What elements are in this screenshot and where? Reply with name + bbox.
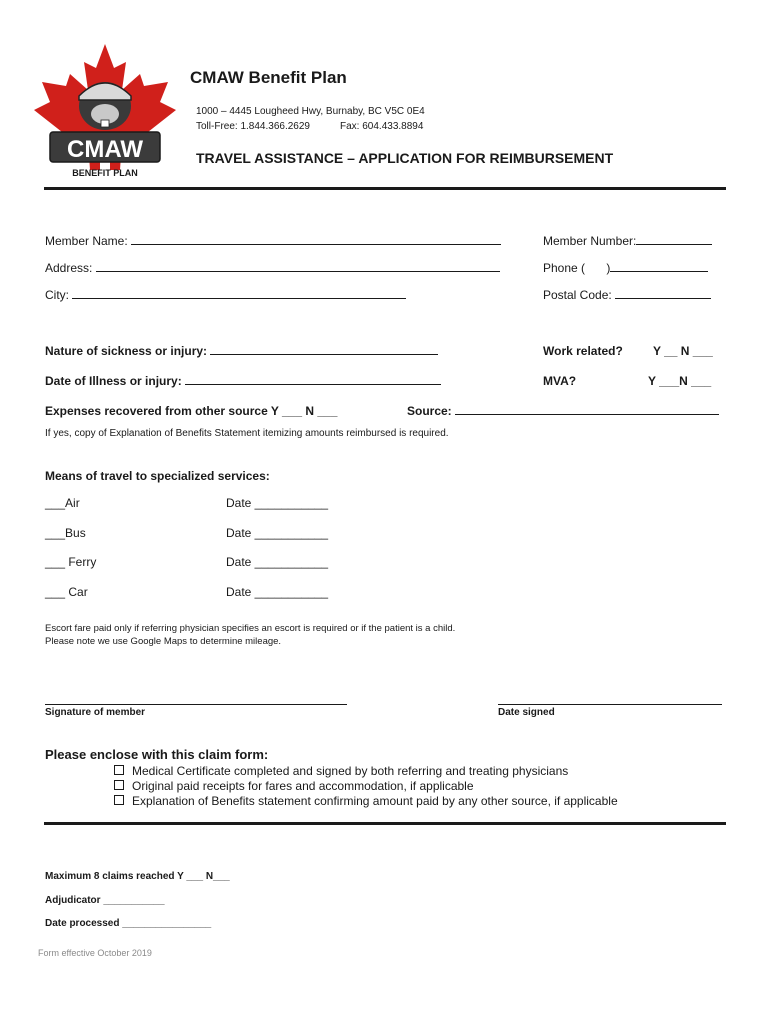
phone-paren: )	[606, 261, 611, 275]
org-title: CMAW Benefit Plan	[190, 68, 347, 87]
enclose-item	[114, 764, 568, 778]
max-claims-yn[interactable]: Maximum 8 claims reached Y ___ N___	[45, 871, 230, 882]
travel-car-date[interactable]: Date ___________	[226, 585, 329, 599]
enclose-item	[114, 779, 474, 793]
nature-field[interactable]	[45, 344, 438, 358]
travel-bus-date[interactable]: Date ___________	[226, 526, 329, 540]
nature-label: Nature of sickness or injury:	[45, 344, 208, 358]
member-number-field[interactable]	[543, 234, 712, 248]
enclose-heading: Please enclose with this claim form:	[45, 747, 269, 762]
travel-car[interactable]: ___ Car	[45, 585, 88, 599]
work-related-label: Work related?	[543, 344, 623, 358]
escort-note: Escort fare paid only if referring physician specifies an escort is required or if the patient is a child.	[45, 623, 456, 634]
form-title: TRAVEL ASSISTANCE – APPLICATION FOR REIMBURSEMENT	[196, 150, 614, 166]
member-number-label: Member Number:	[543, 234, 637, 248]
member-name-line[interactable]	[131, 234, 501, 245]
svg-text:CMAW: CMAW	[67, 136, 143, 163]
travel-bus[interactable]: ___Bus	[45, 526, 86, 540]
source-line[interactable]	[455, 404, 719, 415]
phone-field[interactable]	[543, 261, 708, 275]
date-signed-line[interactable]	[498, 704, 722, 705]
travel-ferry[interactable]: ___ Ferry	[45, 555, 97, 569]
address-label: Address:	[45, 261, 93, 275]
checkbox-icon	[114, 780, 124, 790]
header-divider	[44, 187, 726, 190]
member-name-label: Member Name:	[45, 234, 128, 248]
form-effective-footer: Form effective October 2019	[38, 948, 152, 958]
enclose-item	[114, 794, 618, 808]
mva-yn[interactable]: Y ___N ___	[648, 374, 712, 388]
illness-date-label: Date of Illness or injury:	[45, 374, 182, 388]
work-related-yn[interactable]: Y __ N ___	[653, 344, 713, 358]
eob-note: If yes, copy of Explanation of Benefits Statement itemizing amounts reimbursed is required.	[45, 428, 449, 439]
org-address: 1000 – 4445 Lougheed Hwy, Burnaby, BC V5C 0E4	[196, 106, 425, 117]
signature-line[interactable]	[45, 704, 347, 705]
org-tollfree: Toll-Free: 1.844.366.2629	[196, 121, 310, 132]
city-label: City:	[45, 288, 69, 302]
travel-heading: Means of travel to specialized services:	[45, 469, 270, 483]
mileage-note: Please note we use Google Maps to determine mileage.	[45, 636, 282, 647]
mva-label: MVA?	[543, 374, 577, 388]
member-name-field[interactable]	[45, 234, 501, 248]
checkbox-icon	[114, 795, 124, 805]
svg-text:BENEFIT PLAN: BENEFIT PLAN	[72, 168, 138, 178]
address-field[interactable]	[45, 261, 500, 275]
postal-line[interactable]	[615, 288, 711, 299]
enclose-item-label: Medical Certificate completed and signed by both referring and treating physicians	[132, 764, 569, 778]
travel-air[interactable]: ___Air	[45, 496, 80, 510]
cmaw-logo	[30, 40, 180, 182]
source-label: Source:	[407, 404, 452, 418]
expenses-recovered-yn[interactable]: Expenses recovered from other source Y ___ N ___	[45, 404, 338, 418]
postal-label: Postal Code:	[543, 288, 612, 302]
nature-line[interactable]	[210, 344, 438, 355]
date-signed-label: Date signed	[498, 707, 555, 718]
signature-label: Signature of member	[45, 707, 146, 718]
source-field[interactable]	[407, 404, 719, 418]
travel-air-date[interactable]: Date ___________	[226, 496, 329, 510]
enclose-item-label: Explanation of Benefits statement confirming amount paid by any other source, if applicable	[132, 794, 618, 808]
checkbox-icon	[114, 765, 124, 775]
phone-line[interactable]	[610, 261, 708, 272]
city-field[interactable]	[45, 288, 406, 302]
phone-label: Phone (	[543, 261, 586, 275]
adjudicator-field[interactable]: Adjudicator ___________	[45, 895, 165, 906]
travel-ferry-date[interactable]: Date ___________	[226, 555, 329, 569]
address-line[interactable]	[96, 261, 500, 272]
enclose-item-label: Original paid receipts for fares and accommodation, if applicable	[132, 779, 474, 793]
member-number-line[interactable]	[636, 234, 712, 245]
illness-date-line[interactable]	[185, 374, 441, 385]
city-line[interactable]	[72, 288, 406, 299]
illness-date-field[interactable]	[45, 374, 441, 388]
date-processed-field[interactable]: Date processed ________________	[45, 918, 212, 929]
org-fax: Fax: 604.433.8894	[340, 121, 424, 132]
enclose-divider	[44, 822, 726, 825]
postal-field[interactable]	[543, 288, 711, 302]
